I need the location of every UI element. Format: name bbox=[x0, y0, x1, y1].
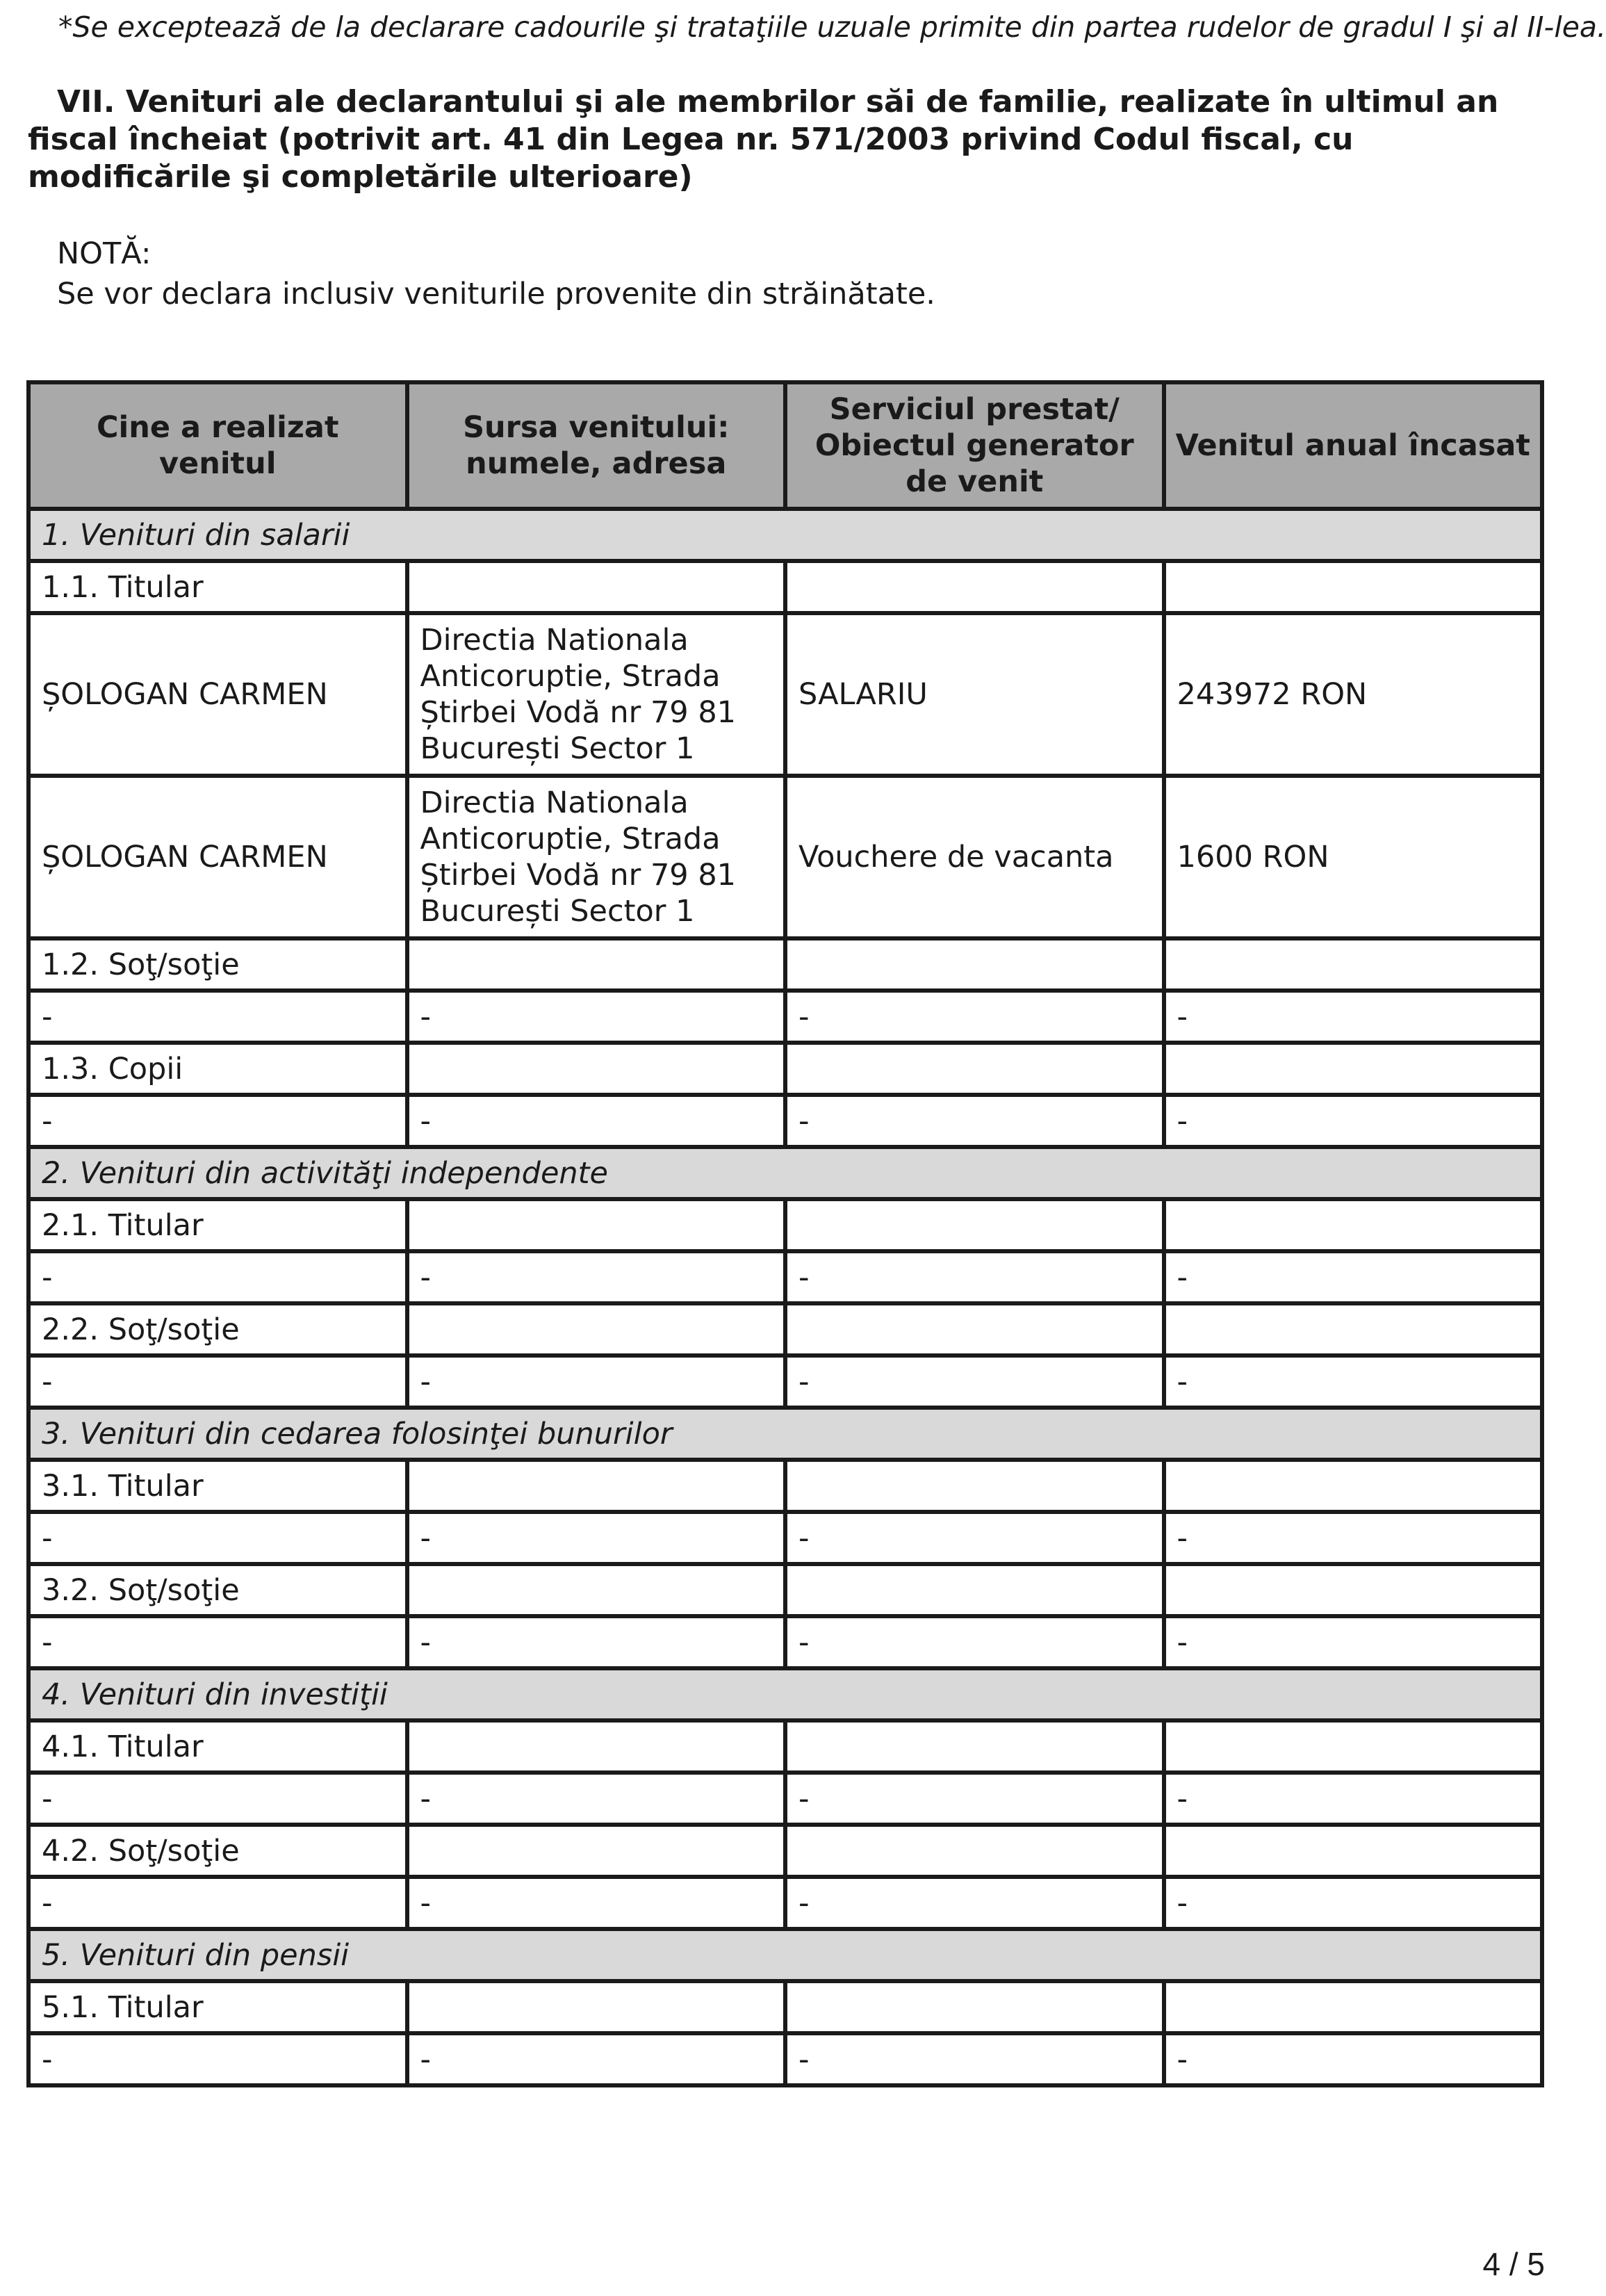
service-cell bbox=[785, 1303, 1164, 1355]
earner-cell: - bbox=[28, 1877, 407, 1929]
table-row bbox=[28, 1512, 1542, 1564]
annual-income-cell: - bbox=[1164, 1773, 1543, 1825]
note-label: NOTĂ: bbox=[57, 236, 151, 271]
annual-income-cell: - bbox=[1164, 1095, 1543, 1147]
annual-income-cell bbox=[1164, 938, 1543, 991]
category-label: 3. Venituri din cedarea folosinţei bunurilor bbox=[28, 1408, 1542, 1460]
income-source-cell bbox=[407, 1564, 786, 1616]
earner-cell: - bbox=[28, 1251, 407, 1303]
earner-cell: 4.2. Soţ/soţie bbox=[28, 1825, 407, 1877]
table-row bbox=[28, 1720, 1542, 1773]
service-cell: - bbox=[785, 991, 1164, 1043]
table-row bbox=[28, 1251, 1542, 1303]
earner-cell: - bbox=[28, 1512, 407, 1564]
annual-income-cell bbox=[1164, 1460, 1543, 1512]
annual-income-cell: - bbox=[1164, 1877, 1543, 1929]
service-cell bbox=[785, 1981, 1164, 2033]
service-cell bbox=[785, 561, 1164, 613]
earner-cell: ȘOLOGAN CARMEN bbox=[28, 613, 407, 776]
income-source-cell bbox=[407, 1460, 786, 1512]
annual-income-cell: 243972 RON bbox=[1164, 613, 1543, 776]
earner-cell: 5.1. Titular bbox=[28, 1981, 407, 2033]
table-row bbox=[28, 1877, 1542, 1929]
income-source-cell bbox=[407, 1199, 786, 1251]
service-cell: - bbox=[785, 2033, 1164, 2085]
category-row bbox=[28, 1408, 1542, 1460]
table-row bbox=[28, 561, 1542, 613]
annual-income-cell bbox=[1164, 1825, 1543, 1877]
annual-income-cell bbox=[1164, 1564, 1543, 1616]
service-cell: - bbox=[785, 1251, 1164, 1303]
income-source-cell bbox=[407, 938, 786, 991]
table-row bbox=[28, 1616, 1542, 1668]
service-cell: - bbox=[785, 1616, 1164, 1668]
annual-income-cell bbox=[1164, 1720, 1543, 1773]
annual-income-cell: - bbox=[1164, 991, 1543, 1043]
header-row bbox=[28, 382, 1542, 509]
income-source-cell: - bbox=[407, 1355, 786, 1408]
service-cell bbox=[785, 938, 1164, 991]
earner-cell: 2.2. Soţ/soţie bbox=[28, 1303, 407, 1355]
annual-income-cell: - bbox=[1164, 1616, 1543, 1668]
earner-cell: 4.1. Titular bbox=[28, 1720, 407, 1773]
category-label: 1. Venituri din salarii bbox=[28, 509, 1542, 561]
service-cell bbox=[785, 1460, 1164, 1512]
annual-income-cell: - bbox=[1164, 1355, 1543, 1408]
table-row bbox=[28, 1460, 1542, 1512]
income-source-cell bbox=[407, 1303, 786, 1355]
service-cell: - bbox=[785, 1773, 1164, 1825]
income-table-body bbox=[28, 509, 1542, 2085]
income-source-cell: Directia Nationala Anticoruptie, Strada Știrbei Vodă nr 79 81 București Sector 1 bbox=[407, 776, 786, 938]
earner-cell: 2.1. Titular bbox=[28, 1199, 407, 1251]
service-cell: - bbox=[785, 1512, 1164, 1564]
category-row bbox=[28, 509, 1542, 561]
annual-income-cell: - bbox=[1164, 1251, 1543, 1303]
income-source-cell: - bbox=[407, 1877, 786, 1929]
earner-cell: 1.2. Soţ/soţie bbox=[28, 938, 407, 991]
column-header-income-source: Sursa venitului: numele, adresa bbox=[407, 382, 786, 509]
category-row bbox=[28, 1147, 1542, 1199]
annual-income-cell bbox=[1164, 1303, 1543, 1355]
annual-income-cell: - bbox=[1164, 1512, 1543, 1564]
table-row bbox=[28, 1095, 1542, 1147]
earner-cell: 3.2. Soţ/soţie bbox=[28, 1564, 407, 1616]
income-source-cell bbox=[407, 1720, 786, 1773]
table-row bbox=[28, 1043, 1542, 1095]
service-cell: - bbox=[785, 1877, 1164, 1929]
service-cell: Vouchere de vacanta bbox=[785, 776, 1164, 938]
service-cell: - bbox=[785, 1095, 1164, 1147]
page-number: 4 / 5 bbox=[1482, 2246, 1545, 2282]
column-header-service: Serviciul prestat/ Obiectul generator de venit bbox=[785, 382, 1164, 509]
column-header-earner: Cine a realizat venitul bbox=[28, 382, 407, 509]
category-row bbox=[28, 1929, 1542, 1981]
table-row bbox=[28, 1564, 1542, 1616]
earner-cell: 1.3. Copii bbox=[28, 1043, 407, 1095]
service-cell bbox=[785, 1199, 1164, 1251]
annual-income-cell: - bbox=[1164, 2033, 1543, 2085]
income-source-cell: - bbox=[407, 1616, 786, 1668]
gift-exception-footnote: *Se exceptează de la declarare cadourile şi trataţiile uzuale primite din partea rudelor de gradul I şi al II-lea. bbox=[58, 10, 1606, 44]
service-cell bbox=[785, 1720, 1164, 1773]
earner-cell: - bbox=[28, 1355, 407, 1408]
service-cell: SALARIU bbox=[785, 613, 1164, 776]
earner-cell: - bbox=[28, 1773, 407, 1825]
income-source-cell: - bbox=[407, 1095, 786, 1147]
income-source-cell: - bbox=[407, 991, 786, 1043]
table-row bbox=[28, 938, 1542, 991]
earner-cell: 1.1. Titular bbox=[28, 561, 407, 613]
table-row bbox=[28, 776, 1542, 938]
earner-cell: - bbox=[28, 1095, 407, 1147]
service-cell bbox=[785, 1564, 1164, 1616]
income-source-cell bbox=[407, 1825, 786, 1877]
earner-cell: - bbox=[28, 1616, 407, 1668]
annual-income-cell bbox=[1164, 1199, 1543, 1251]
income-source-cell: - bbox=[407, 1773, 786, 1825]
column-header-annual-income: Venitul anual încasat bbox=[1164, 382, 1543, 509]
income-source-cell: - bbox=[407, 1251, 786, 1303]
income-source-cell bbox=[407, 561, 786, 613]
earner-cell: ȘOLOGAN CARMEN bbox=[28, 776, 407, 938]
income-table bbox=[26, 380, 1544, 2087]
income-source-cell: - bbox=[407, 2033, 786, 2085]
income-source-cell: Directia Nationala Anticoruptie, Strada Știrbei Vodă nr 79 81 București Sector 1 bbox=[407, 613, 786, 776]
service-cell: - bbox=[785, 1355, 1164, 1408]
earner-cell: 3.1. Titular bbox=[28, 1460, 407, 1512]
income-source-cell bbox=[407, 1981, 786, 2033]
category-label: 2. Venituri din activităţi independente bbox=[28, 1147, 1542, 1199]
table-row bbox=[28, 1825, 1542, 1877]
table-row bbox=[28, 1773, 1542, 1825]
income-source-cell bbox=[407, 1043, 786, 1095]
annual-income-cell bbox=[1164, 1043, 1543, 1095]
annual-income-cell: 1600 RON bbox=[1164, 776, 1543, 938]
note-text: Se vor declara inclusiv veniturile provenite din străinătate. bbox=[57, 277, 935, 311]
category-label: 5. Venituri din pensii bbox=[28, 1929, 1542, 1981]
category-row bbox=[28, 1668, 1542, 1720]
earner-cell: - bbox=[28, 991, 407, 1043]
service-cell bbox=[785, 1043, 1164, 1095]
table-row bbox=[28, 1303, 1542, 1355]
income-source-cell: - bbox=[407, 1512, 786, 1564]
table-row bbox=[28, 991, 1542, 1043]
table-row bbox=[28, 1981, 1542, 2033]
category-label: 4. Venituri din investiţii bbox=[28, 1668, 1542, 1720]
table-row bbox=[28, 613, 1542, 776]
table-row bbox=[28, 1199, 1542, 1251]
table-row bbox=[28, 1355, 1542, 1408]
annual-income-cell bbox=[1164, 1981, 1543, 2033]
annual-income-cell bbox=[1164, 561, 1543, 613]
earner-cell: - bbox=[28, 2033, 407, 2085]
section-title: VII. Venituri ale declarantului şi ale membrilor săi de familie, realizate în ultimul an fiscal încheiat (potrivit art. 41 din Legea nr. 571/2003 privind Codul fiscal, cu modificările şi completările ulterioare) bbox=[28, 84, 1499, 195]
table-row bbox=[28, 2033, 1542, 2085]
income-table-header bbox=[28, 382, 1542, 509]
service-cell bbox=[785, 1825, 1164, 1877]
